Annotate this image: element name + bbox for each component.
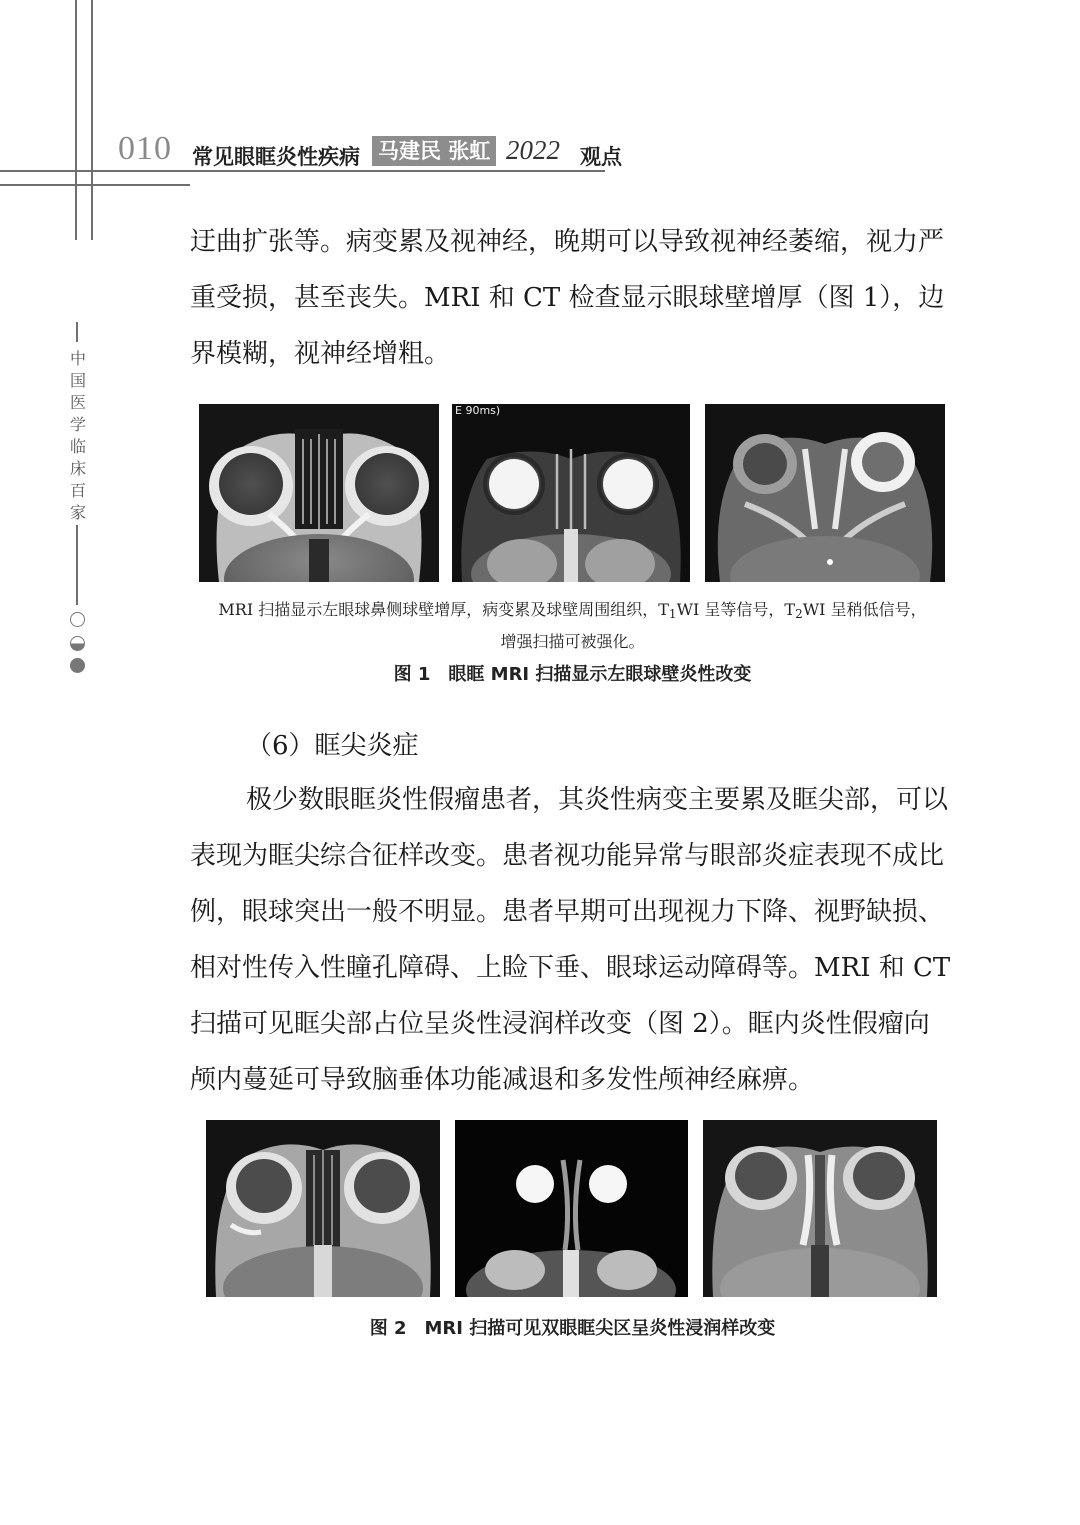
body-paragraph-1: 迂曲扩张等。病变累及视神经，晚期可以导致视神经萎缩，视力严重受损，甚至丧失。MRI 和 CT 检查显示眼球壁增厚（图 1），边界模糊，视神经增粗。 [190,227,945,369]
circle-full-icon [70,658,85,673]
book-title: 常见眼眶炎性疾病 [192,145,360,169]
year: 2022 [506,135,560,165]
mri-t2-image [455,1120,688,1297]
figure1-caption: 图 1 眼眶 MRI 扫描显示左眼球壁炎性改变 [393,664,752,685]
body-paragraph-2: 极少数眼眶炎性假瘤患者，其炎性病变主要累及眶尖部，可以表现为眶尖综合征样改变。患者视功能异常与眼部炎症表现不成比例，眼球突出一般不明显。患者早期可出现视力下降、视野缺损、相对性传入性瞳孔障碍、上睑下垂、眼球运动障碍等。MRI 和 CT 扫描可见眶尖部占位呈炎性浸润样改变（图 2）。眶内炎性假瘤向颅内蔓延可导致脑垂体功能减退和多发性颅神经麻痹。 [190,785,951,1095]
frame-line [76,322,78,342]
figure1-note-text: WI 呈稍低信号， [802,600,927,619]
side-label-char: 医 [69,393,86,412]
figure2-caption: 图 2 MRI 扫描可见双眼眶尖区呈炎性浸润样改变 [369,1318,776,1339]
circle-empty-icon [70,612,85,627]
figure1-panel-t2 [452,404,690,582]
section-heading: （6）眶尖炎症 [246,731,419,761]
image-overlay-text: E 90ms) [455,404,501,417]
frame-line [75,0,77,240]
figure1-note [190,596,955,656]
frame-line [76,525,78,605]
mri-t1-image [199,404,439,582]
frame-line [0,184,190,186]
frame-line [91,0,93,240]
figure1-note-text: MRI 扫描显示左眼球鼻侧球壁增厚，病变累及球壁周围组织，T [218,600,669,619]
figure1-note-text: WI 呈等信号，T [676,600,796,619]
authors-badge: 马建民 张虹 [372,136,496,166]
frame-line [0,170,190,172]
figure2-panel-t1 [206,1120,440,1297]
mri-t2-image [452,404,690,582]
figure2-panel-t2 [455,1120,688,1297]
mri-contrast-image [705,404,945,582]
figure1-panel-t1-contrast [705,404,945,582]
figure2-panel-t1-contrast [703,1120,937,1297]
figure1-panel-t1 [199,404,439,582]
side-label-char: 百 [69,481,86,500]
figure1-note-subscript: 2 [795,607,803,621]
side-label [68,348,88,524]
figure1-note-text: 增强扫描可被强化。 [500,632,645,651]
mri-contrast-image [703,1120,937,1297]
figure1-note-subscript: 1 [668,607,677,621]
side-label-char: 床 [69,459,86,478]
side-label-char: 中 [69,349,86,368]
mri-t1-image [206,1120,440,1297]
side-label-char: 国 [69,371,86,390]
side-label-char: 临 [69,437,86,456]
side-label-char: 学 [69,415,86,434]
header-suffix: 观点 [580,145,622,169]
side-label-char: 家 [69,503,86,522]
circle-half-icon [70,636,85,651]
page-number: 010 [118,130,172,167]
